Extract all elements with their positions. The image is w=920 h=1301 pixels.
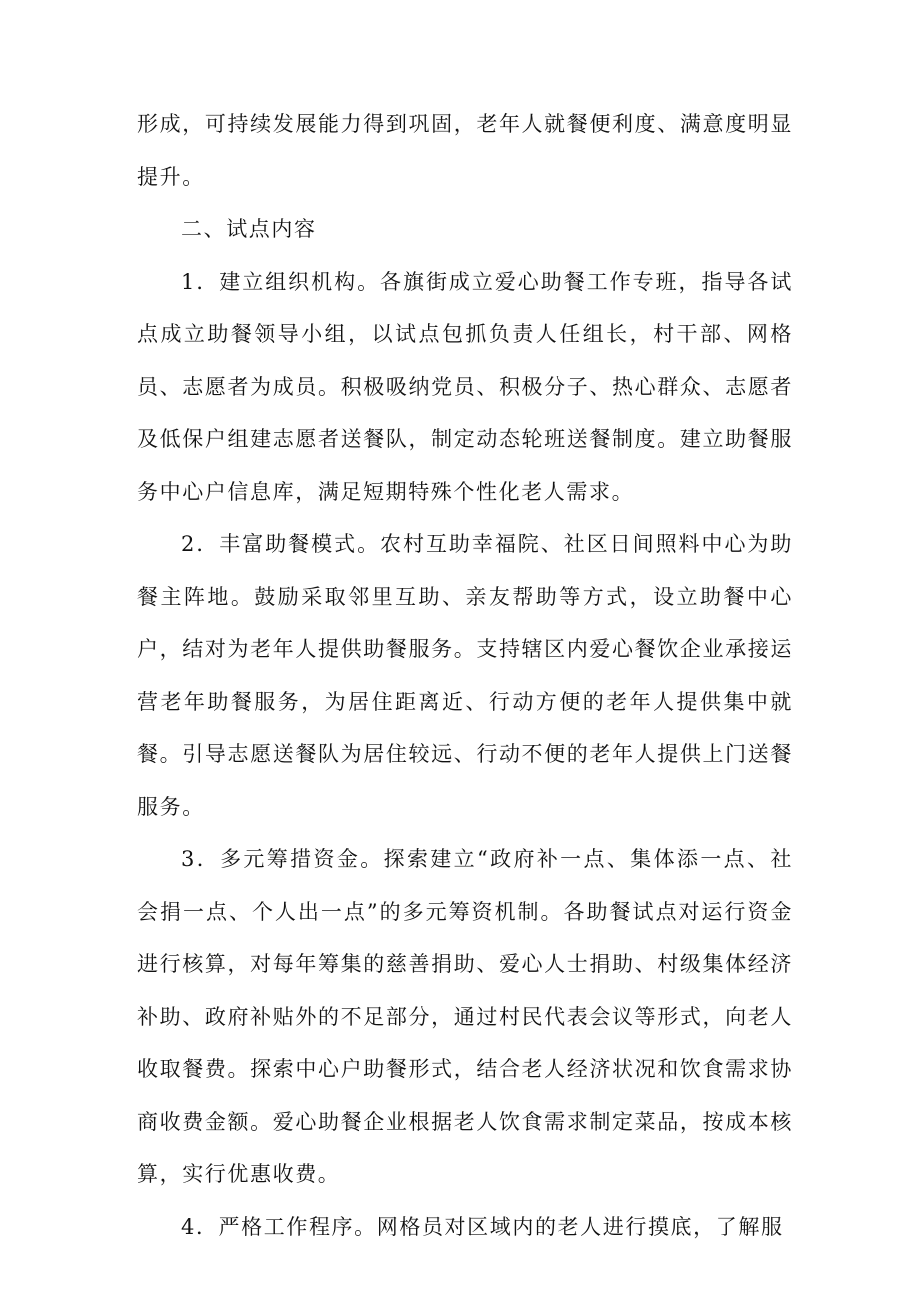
paragraph-continuation: 形成，可持续发展能力得到巩固，老年人就餐便利度、满意度明显提升。 (137, 112, 793, 189)
paragraph-4: 4．严格工作程序。网格员对区域内的老人进行摸底，了解服 (181, 1214, 784, 1239)
paragraph-2: 2．丰富助餐模式。农村互助幸福院、社区日间照料中心为助餐主阵地。鼓励采取邻里互助、亲友帮助等方式，设立助餐中心户，结对为老年人提供助餐服务。支持辖区内爱心餐饮企业承接运营老年助餐服务，为居住距离近、行动方便的老年人提供集中就餐。引导志愿送餐队为居住较远、行动不便的老年人提供上门送餐服务。 (137, 532, 793, 819)
section-heading: 二、试点内容 (181, 217, 317, 241)
paragraph-3: 3．多元筹措资金。探索建立“政府补一点、集体添一点、社会捐一点、个人出一点”的多元筹资机制。各助餐试点对运行资金进行核算，对每年筹集的慈善捐助、爱心人士捐助、村级集体经济补助、政府补贴外的不足部分，通过村民代表会议等形式，向老人收取餐费。探索中心户助餐形式，结合老人经济状况和饮食需求协商收费金额。爱心助餐企业根据老人饮食需求制定菜品，按成本核算，实行优惠收费。 (137, 847, 793, 1186)
document-body (137, 98, 793, 1253)
paragraph-1: 1．建立组织机构。各旗街成立爱心助餐工作专班，指导各试点成立助餐领导小组，以试点包抓负责人任组长，村干部、网格员、志愿者为成员。积极吸纳党员、积极分子、热心群众、志愿者及低保户组建志愿者送餐队，制定动态轮班送餐制度。建立助餐服务中心户信息库，满足短期特殊个性化老人需求。 (137, 269, 793, 504)
